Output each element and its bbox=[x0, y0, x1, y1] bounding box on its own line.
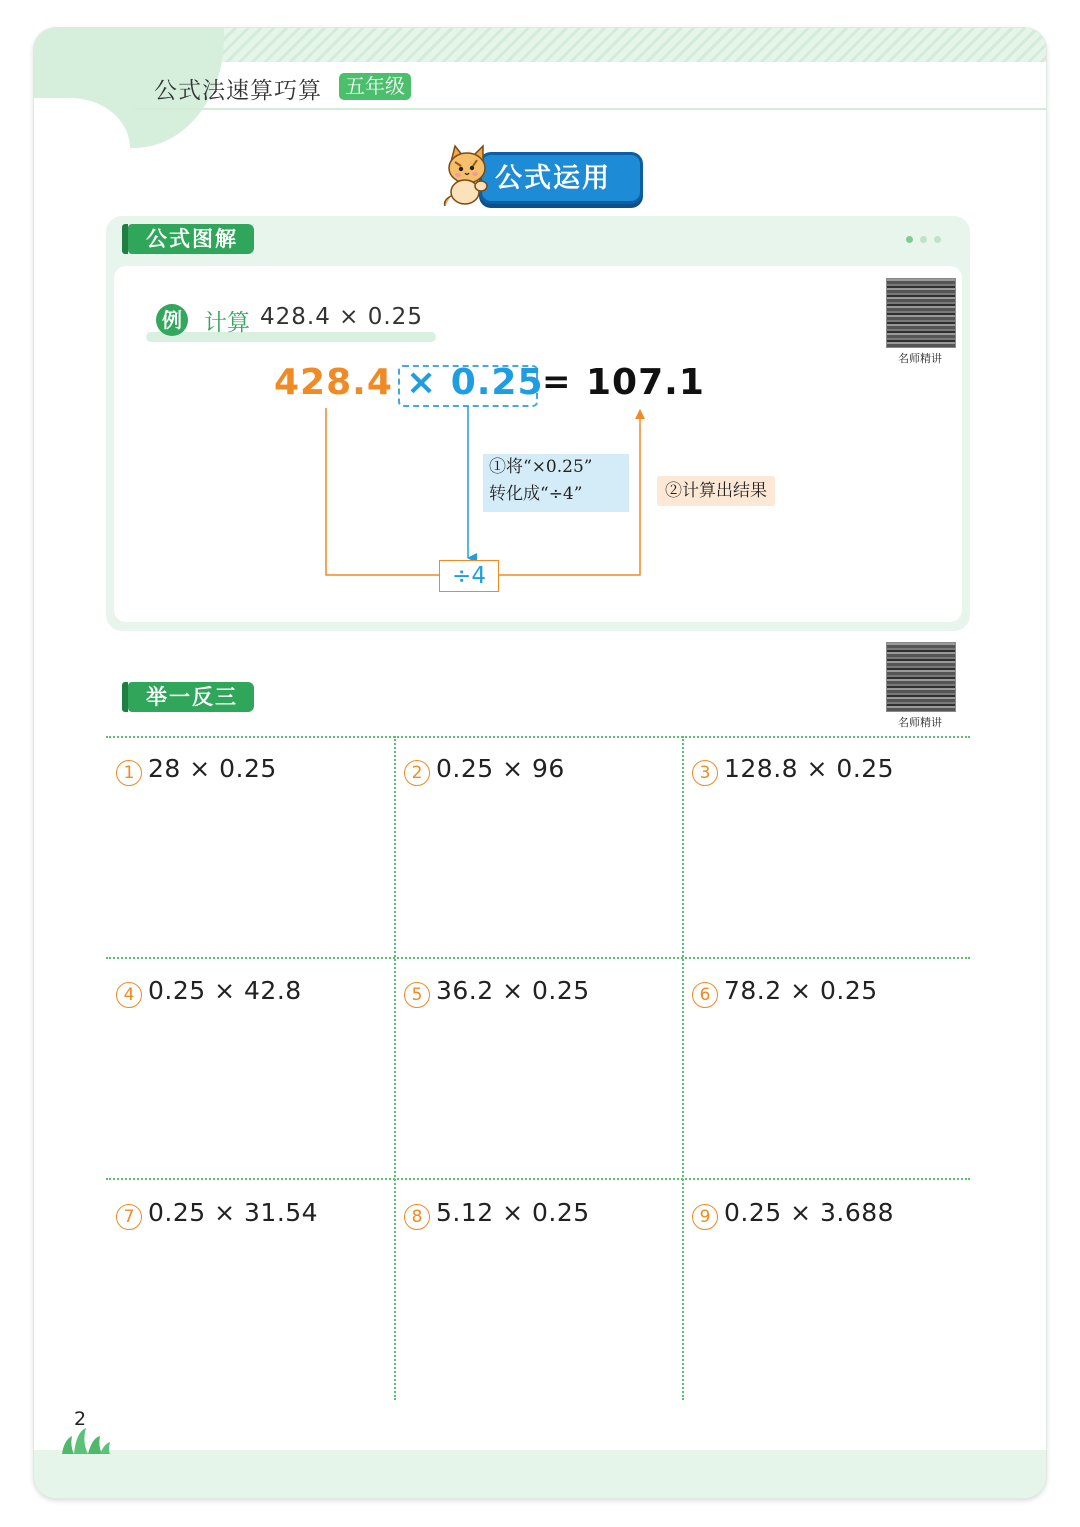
problem-number: 6 bbox=[692, 982, 718, 1008]
practice-grid bbox=[106, 736, 970, 1400]
problem-expression: 0.25 × 42.8 bbox=[148, 976, 302, 1005]
book-title: 公式法速算巧算 bbox=[154, 78, 322, 104]
example-badge: 例 bbox=[156, 304, 188, 336]
problem-number: 3 bbox=[692, 760, 718, 786]
dots-decoration bbox=[906, 236, 946, 246]
problem-number: 8 bbox=[404, 1204, 430, 1230]
problem-number: 2 bbox=[404, 760, 430, 786]
problem-expression: 28 × 0.25 bbox=[148, 754, 277, 783]
header-divider bbox=[134, 108, 1046, 110]
step-2-note: ②计算出结果 bbox=[657, 476, 775, 506]
problem-number: 4 bbox=[116, 982, 142, 1008]
qr-code-icon[interactable] bbox=[886, 278, 956, 348]
operand-a: 428.4 bbox=[274, 362, 393, 403]
problem-expression: 0.25 × 96 bbox=[436, 754, 565, 783]
problem-number: 1 bbox=[116, 760, 142, 786]
problem-expression: 0.25 × 3.688 bbox=[724, 1198, 895, 1227]
practice-label: 举一反三 bbox=[128, 682, 254, 712]
problem-expression: 0.25 × 31.54 bbox=[148, 1198, 319, 1227]
formula-diagram-label: 公式图解 bbox=[128, 224, 254, 254]
problem-number: 5 bbox=[404, 982, 430, 1008]
qr-label: 名师精讲 bbox=[898, 352, 942, 365]
result-value: 107.1 bbox=[586, 362, 705, 403]
step-1-note: ①将“×0.25” 转化成“÷4” bbox=[483, 454, 629, 512]
problem-number: 7 bbox=[116, 1204, 142, 1230]
example-expression: 428.4 × 0.25 bbox=[260, 304, 423, 330]
problem-expression: 36.2 × 0.25 bbox=[436, 976, 590, 1005]
workbook-page bbox=[34, 28, 1046, 1498]
section-banner-title: 公式运用 bbox=[495, 163, 611, 194]
cat-mascot-icon bbox=[441, 140, 495, 206]
qr-label: 名师精讲 bbox=[898, 716, 942, 729]
problem-expression: 128.8 × 0.25 bbox=[724, 754, 895, 783]
example-heading bbox=[146, 304, 436, 356]
problem-expression: 5.12 × 0.25 bbox=[436, 1198, 590, 1227]
operand-b: × 0.25 bbox=[406, 362, 544, 403]
problem-number: 9 bbox=[692, 1204, 718, 1230]
equals-sign: = bbox=[542, 362, 571, 402]
footer-strip bbox=[34, 1450, 1046, 1498]
grade-tag: 五年级 bbox=[339, 73, 411, 100]
converted-operation: ÷4 bbox=[439, 560, 499, 592]
grass-icon bbox=[60, 1428, 110, 1454]
section-banner bbox=[439, 136, 639, 208]
page-number: 2 bbox=[74, 1408, 87, 1430]
formula-diagram-card bbox=[106, 216, 970, 631]
problem-expression: 78.2 × 0.25 bbox=[724, 976, 878, 1005]
example-word: 计算 bbox=[204, 310, 250, 336]
qr-code-icon[interactable] bbox=[886, 642, 956, 712]
